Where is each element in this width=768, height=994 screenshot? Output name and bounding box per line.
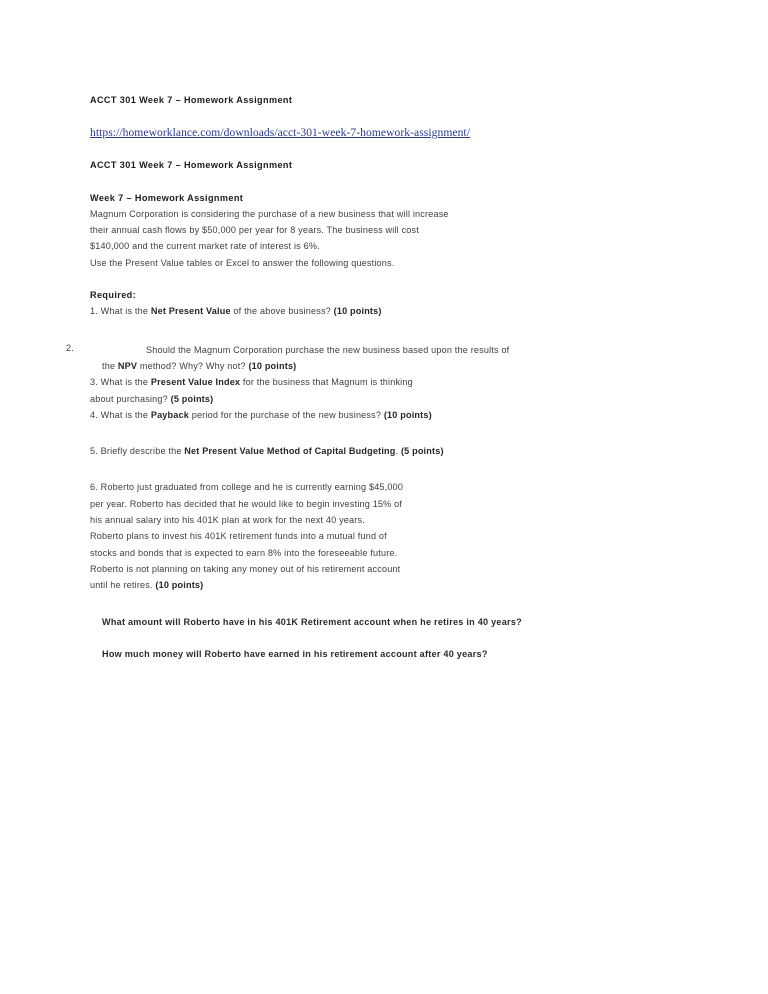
spacer [90, 174, 680, 190]
intro-line-3: $140,000 and the current market rate of interest is 6%. [90, 241, 320, 252]
q5-post: . [395, 446, 401, 457]
q4-post: period for the purchase of the new business? [189, 409, 384, 420]
spacer [90, 630, 680, 646]
document-subtitle: ACCT 301 Week 7 – Homework Assignment [90, 160, 293, 171]
q6-line-3: his annual salary into his 401K plan at work for the next 40 years. [90, 515, 365, 526]
q6-line-2: per year. Roberto has decided that he would like to begin investing 15% of [90, 498, 403, 509]
q5-term: Net Present Value Method of Capital Budgeting [184, 446, 396, 457]
q6-points: (10 points) [155, 580, 204, 591]
spacer [90, 594, 680, 614]
intro-line-2: their annual cash flows by $50,000 per year for 8 years. The business will cost [90, 225, 419, 236]
q3-pre: 3. What is the [90, 377, 151, 388]
q2-line-1: Should the Magnum Corporation purchase the new business based upon the results of [146, 344, 510, 355]
q3-post: for the business that Magnum is thinking [240, 377, 413, 388]
final-question-2: How much money will Roberto have earned in his retirement account after 40 years? [102, 648, 488, 659]
question-5 [90, 443, 680, 459]
q5-points: (5 points) [400, 446, 444, 457]
download-link-row [90, 124, 680, 141]
q2-line2-pre: the [102, 360, 118, 371]
spacer [90, 459, 680, 479]
final-question-1: What amount will Roberto have in his 401K Retirement account when he retires in 40 years? [102, 616, 522, 627]
q5-pre: 5. Briefly describe the [90, 446, 185, 457]
question-2 [66, 340, 680, 358]
question-3 [90, 374, 680, 390]
q3-line2-text: about purchasing? [90, 393, 171, 404]
intro-line-1: Magnum Corporation is considering the purchase of a new business that will increase [90, 208, 449, 219]
spacer [90, 141, 680, 157]
q2-term: NPV [117, 360, 138, 371]
q2-line-2 [90, 358, 680, 374]
q6-line-1: 6. Roberto just graduated from college and he is currently earning $45,000 [90, 482, 404, 493]
q3-term: Present Value Index [150, 377, 241, 388]
q3-points: (5 points) [170, 393, 214, 404]
required-label: Required: [90, 290, 137, 301]
spacer [90, 320, 680, 340]
q4-pre: 4. What is the [90, 409, 151, 420]
q4-term: Payback [150, 409, 189, 420]
q1-points: (10 points) [333, 306, 382, 317]
q6-line-5: stocks and bonds that is expected to earn 8% into the foreseeable future. [90, 547, 398, 558]
document-body [66, 92, 680, 662]
spacer [90, 108, 680, 124]
document-title: ACCT 301 Week 7 – Homework Assignment [90, 95, 293, 105]
intro-line-4: Use the Present Value tables or Excel to answer the following questions. [90, 257, 395, 268]
q6-line-7 [90, 577, 680, 593]
q2-line2-post: method? Why? Why not? [137, 360, 249, 371]
q6-line-4: Roberto plans to invest his 401K retirement funds into a mutual fund of [90, 531, 387, 542]
q4-points: (10 points) [383, 409, 432, 420]
q1-pre: 1. What is the [90, 306, 151, 317]
spacer [90, 423, 680, 443]
question-4 [90, 407, 680, 423]
q6-line7-pre: until he retires. [90, 580, 156, 591]
q2-points: (10 points) [248, 360, 297, 371]
section-heading-week7: Week 7 – Homework Assignment [90, 192, 244, 203]
download-link[interactable]: https://homeworklance.com/downloads/acct-301-week-7-homework-assignment/ [90, 126, 470, 140]
q1-post: of the above business? [230, 306, 334, 317]
spacer [90, 271, 680, 287]
q3-line-2 [90, 391, 680, 407]
q6-line-6: Roberto is not planning on taking any money out of his retirement account [90, 563, 401, 574]
q2-marker: 2. [66, 342, 74, 353]
q1-term: Net Present Value [150, 306, 231, 317]
question-1 [90, 303, 680, 319]
